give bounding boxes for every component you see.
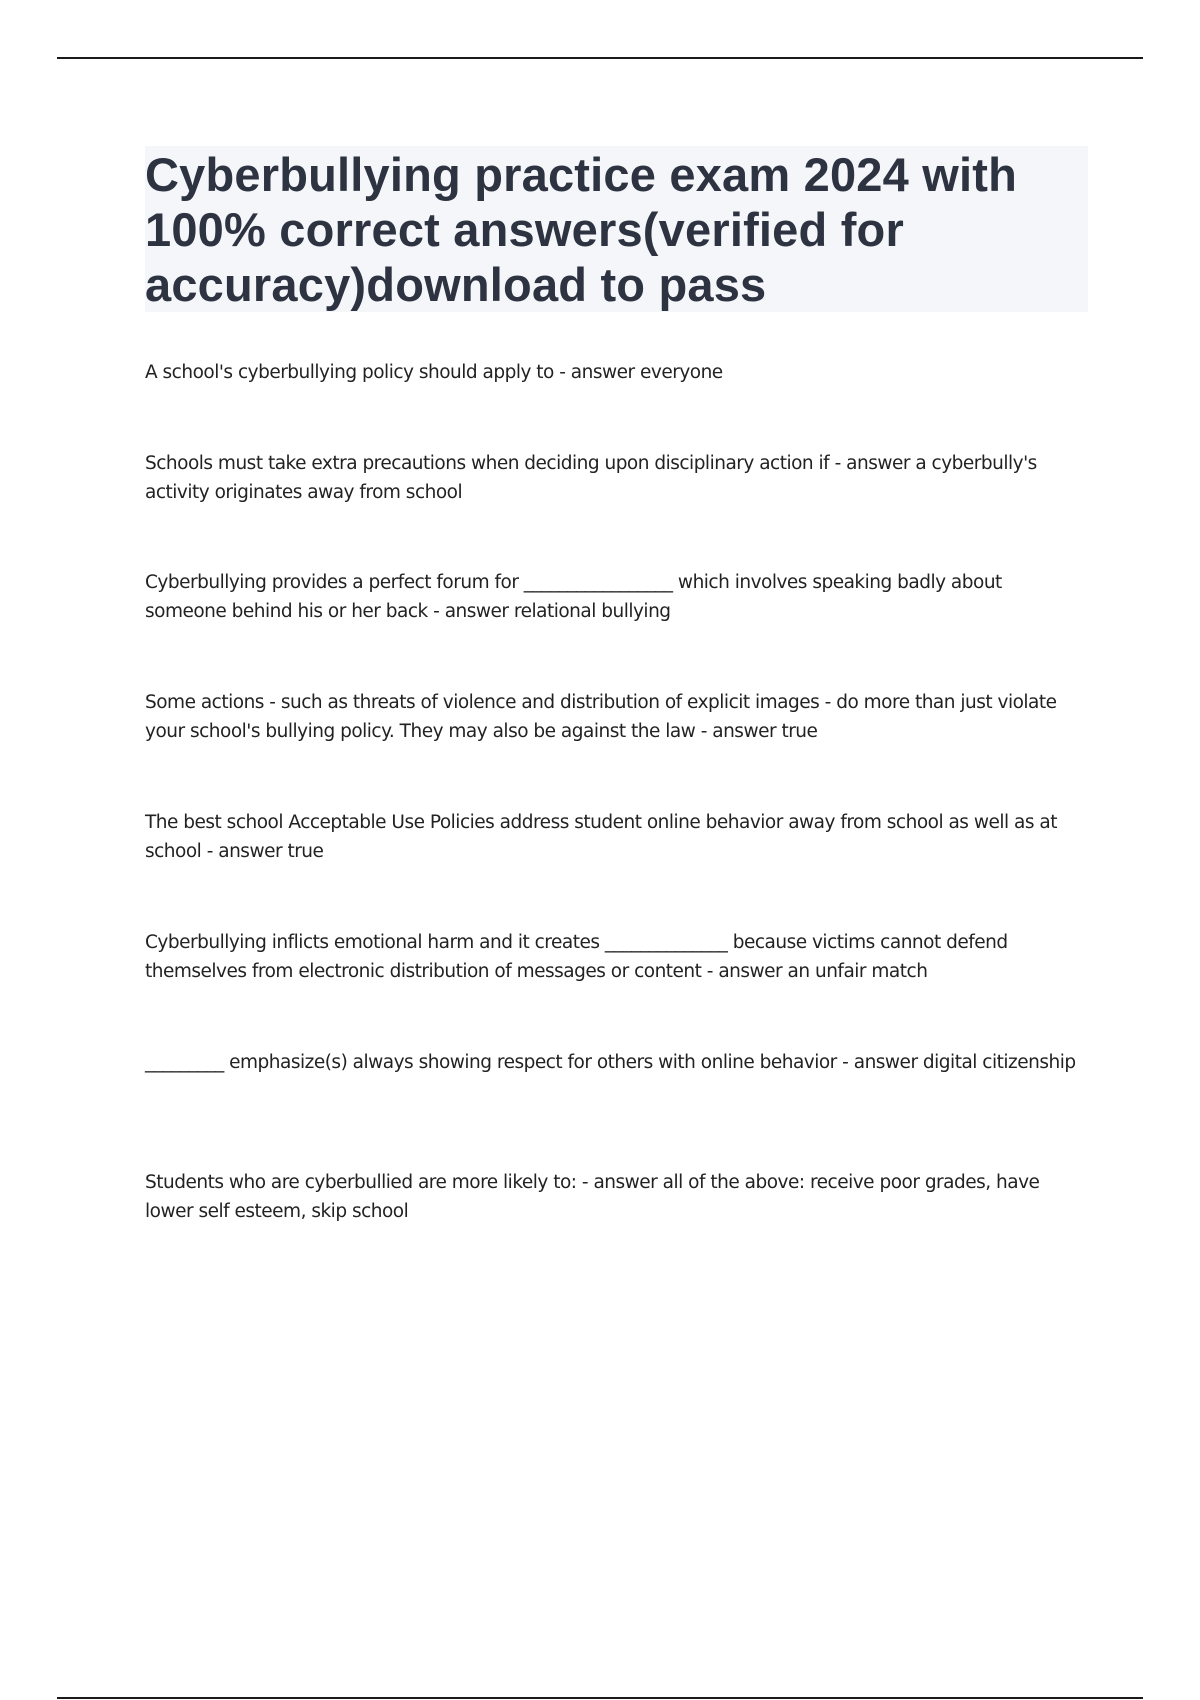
qa-item: Students who are cyberbullied are more likely to: - answer all of the above: receive poor grades, have lower self esteem, skip school <box>145 1172 1040 1222</box>
qa-item: Schools must take extra precautions when deciding upon disciplinary action if - answer a cyberbully's activity originates away from school <box>145 453 1037 503</box>
qa-item: A school's cyberbullying policy should apply to - answer everyone <box>145 362 723 383</box>
qa-item: Cyberbullying inflicts emotional harm and it creates ______________ because victims cannot defend themselves from electronic distribution of messages or content - answer an unfair match <box>145 932 1008 982</box>
document-title: Cyberbullying practice exam 2024 with 100% correct answers(verified for accuracy)download to pass <box>145 148 1018 311</box>
qa-item: The best school Acceptable Use Policies address student online behavior away from school as well as at school - answer true <box>145 812 1057 862</box>
top-rule <box>57 57 1143 59</box>
qa-item: Cyberbullying provides a perfect forum for _________________ which involves speaking badly about someone behind his or her back - answer relational bullying <box>145 572 1002 622</box>
title-block <box>145 146 1088 312</box>
bottom-rule <box>57 1697 1143 1699</box>
qa-item: _________ emphasize(s) always showing respect for others with online behavior - answer digital citizenship <box>145 1052 1076 1073</box>
qa-item: Some actions - such as threats of violence and distribution of explicit images - do more than just violate your school's bullying policy. They may also be against the law - answer true <box>145 692 1057 742</box>
